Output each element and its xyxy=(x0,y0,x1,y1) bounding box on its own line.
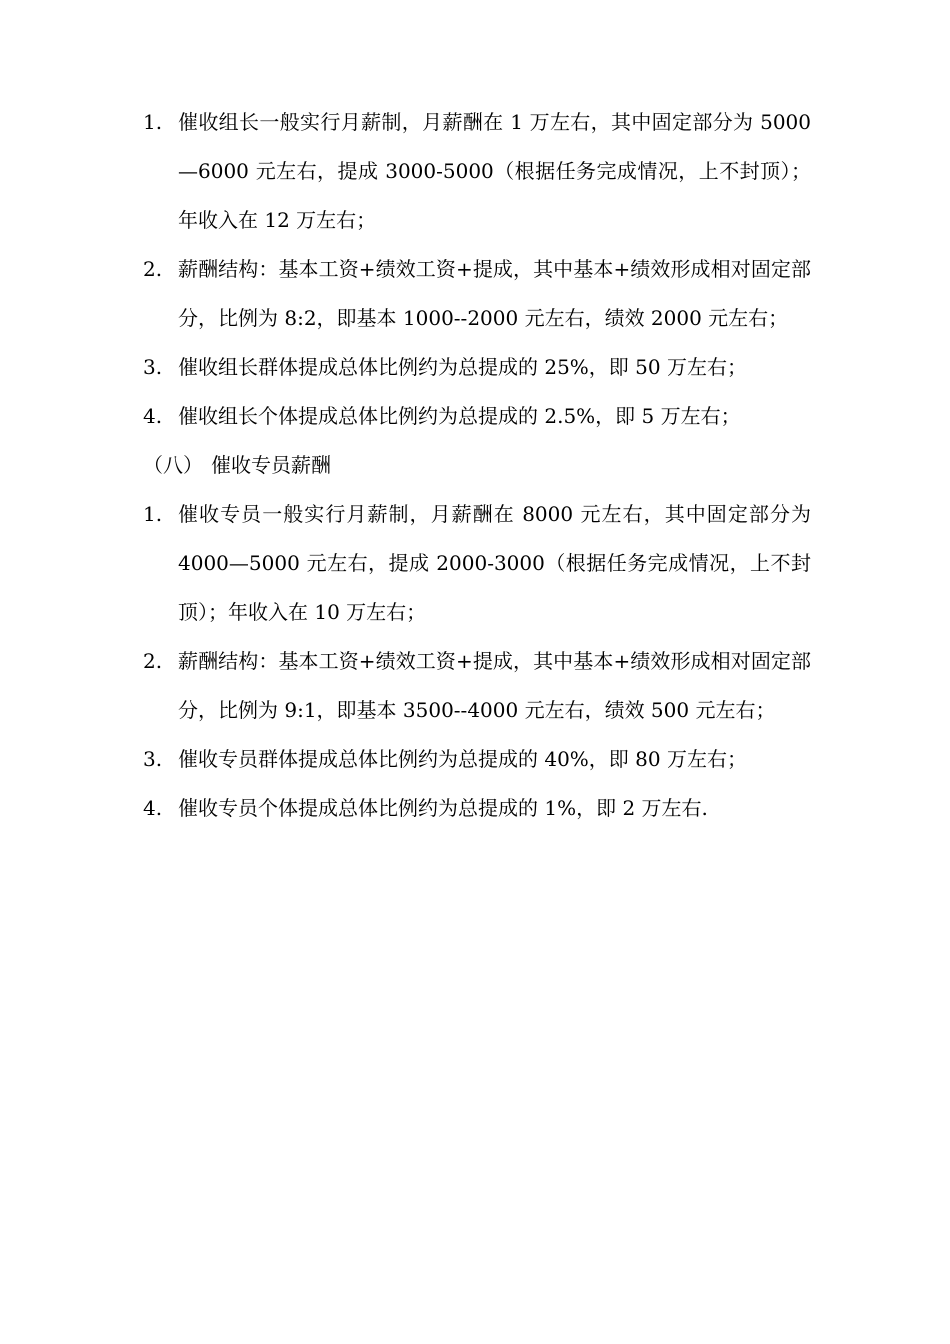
list-item-text: 薪酬结构：基本工资+绩效工资+提成，其中基本+绩效形成相对固定部分，比例为 8:2，即基本 1000--2000 元左右，绩效 2000 元左右； xyxy=(178,257,811,330)
list-item xyxy=(143,784,811,833)
section-heading-title: 催收专员薪酬 xyxy=(211,453,331,477)
list-item-text: 薪酬结构：基本工资+绩效工资+提成，其中基本+绩效形成相对固定部分，比例为 9:1，即基本 3500--4000 元左右，绩效 500 元左右； xyxy=(178,649,811,722)
list-item-text: 催收专员个体提成总体比例约为总提成的 1%，即 2 万左右. xyxy=(178,796,708,820)
list-item-text: 催收专员群体提成总体比例约为总提成的 40%，即 80 万左右； xyxy=(178,747,747,771)
list-item-number: 2. xyxy=(143,257,163,281)
list-item-number: 4. xyxy=(143,796,163,820)
list-item-number: 3. xyxy=(143,355,163,379)
list-item xyxy=(143,245,811,343)
list-item xyxy=(143,98,811,245)
list-item-number: 1. xyxy=(143,502,163,526)
list-item xyxy=(143,637,811,735)
document-body xyxy=(143,98,811,833)
list-item-number: 2. xyxy=(143,649,163,673)
list-item-text: 催收组长一般实行月薪制，月薪酬在 1 万左右，其中固定部分为 5000—6000 元左右，提成 3000-5000（根据任务完成情况，上不封顶）；年收入在 12 万左右； xyxy=(178,110,811,232)
section-heading xyxy=(143,441,811,490)
list-item xyxy=(143,392,811,441)
list-item-text: 催收专员一般实行月薪制，月薪酬在 8000 元左右，其中固定部分为 4000—5000 元左右，提成 2000-3000（根据任务完成情况，上不封顶）；年收入在 10 万左右； xyxy=(178,502,811,624)
list-item xyxy=(143,735,811,784)
list-item-text: 催收组长个体提成总体比例约为总提成的 2.5%，即 5 万左右； xyxy=(178,404,741,428)
list-item-number: 4. xyxy=(143,404,163,428)
list-item-number: 3. xyxy=(143,747,163,771)
list-item xyxy=(143,490,811,637)
list-item-number: 1. xyxy=(143,110,163,134)
section-heading-number: （八） xyxy=(143,453,203,477)
list-item xyxy=(143,343,811,392)
list-item-text: 催收组长群体提成总体比例约为总提成的 25%，即 50 万左右； xyxy=(178,355,747,379)
